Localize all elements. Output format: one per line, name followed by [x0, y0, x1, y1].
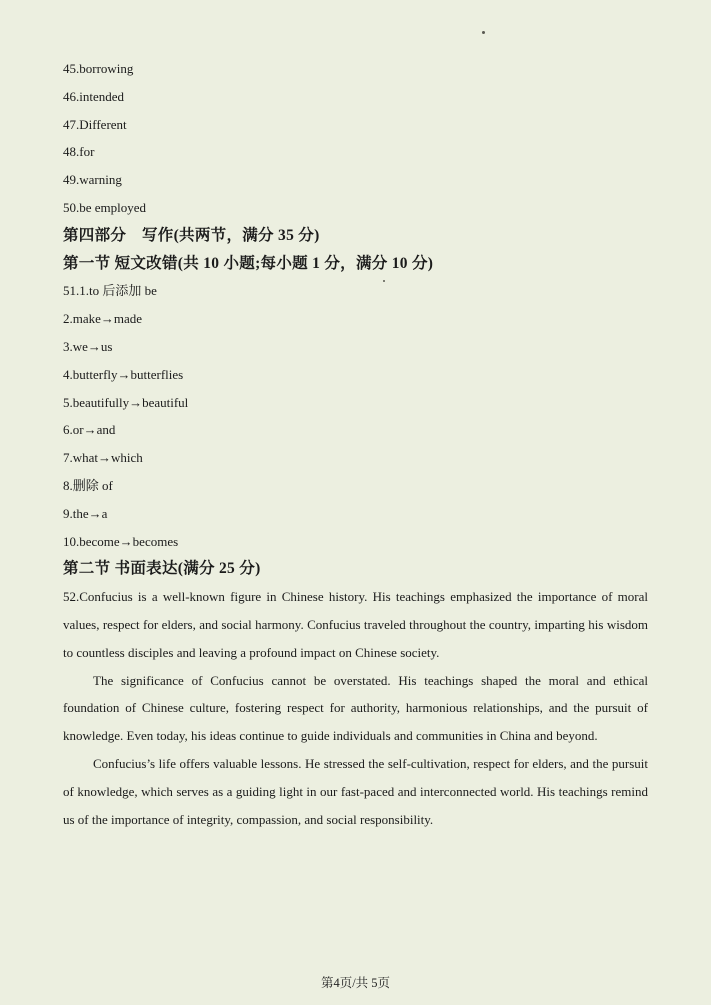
correction-line-2: 2.make→made	[63, 311, 143, 327]
essay-paragraph-1: 52.Confucius is a well-known figure in Chinese history. His teachings emphasized the importance of moral values, respect for elders, and social harmony. Confucius traveled throughout the country, imparting his wisdom to countless disciples and leaving a profound impact on Chinese society.	[63, 589, 648, 660]
part4-header: 第四部分 写作(共两节，满分 35 分)	[63, 226, 320, 244]
essay-paragraph-2: The significance of Confucius cannot be overstated. His teachings shaped the moral and ethical foundation of Chinese culture, fostering respect for authority, harmonious relationships, and the pursuit of knowledge. Even today, his ideas continue to guide individuals and communities in China and beyond.	[63, 672, 648, 744]
answer-line-47: 47.Different	[63, 116, 127, 132]
correction-line-1: 51.1.to 后添加 be	[63, 283, 157, 299]
essay-paragraph-3: Confucius’s life offers valuable lessons. He stressed the self-cultivation, respect for elders, and the pursuit of knowledge, which serves as a guiding light in our fast-paced and interconnected world. His teachings remind us of the importance of integrity, compassion, and social responsibility.	[63, 755, 648, 827]
correction-line-5: 5.beautifully→beautiful	[63, 394, 189, 410]
correction-line-3: 3.we→us	[63, 338, 113, 354]
correction-line-7: 7.what→which	[63, 450, 143, 466]
section1-header: 第一节 短文改错(共 10 小题;每小题 1 分，满分 10 分)	[63, 254, 434, 272]
correction-line-9: 9.the→a	[63, 505, 108, 521]
correction-line-10: 10.become→becomes	[63, 533, 179, 549]
answer-line-46: 46.intended	[63, 88, 125, 104]
answer-line-45: 45.borrowing	[63, 61, 134, 76]
page-number: 第4页/共 5页	[320, 976, 391, 990]
ink-speck	[383, 280, 385, 282]
answer-line-50: 50.be employed	[63, 199, 147, 215]
correction-line-4: 4.butterfly→butterflies	[63, 366, 184, 382]
answer-line-48: 48.for	[63, 144, 95, 160]
ink-speck	[482, 31, 485, 34]
correction-line-6: 6.or→and	[63, 422, 116, 438]
correction-line-8: 8.删除 of	[63, 477, 113, 493]
page-content	[63, 55, 648, 833]
section2-header: 第二节 书面表达(满分 25 分)	[63, 560, 261, 578]
answer-line-49: 49.warning	[63, 172, 122, 188]
